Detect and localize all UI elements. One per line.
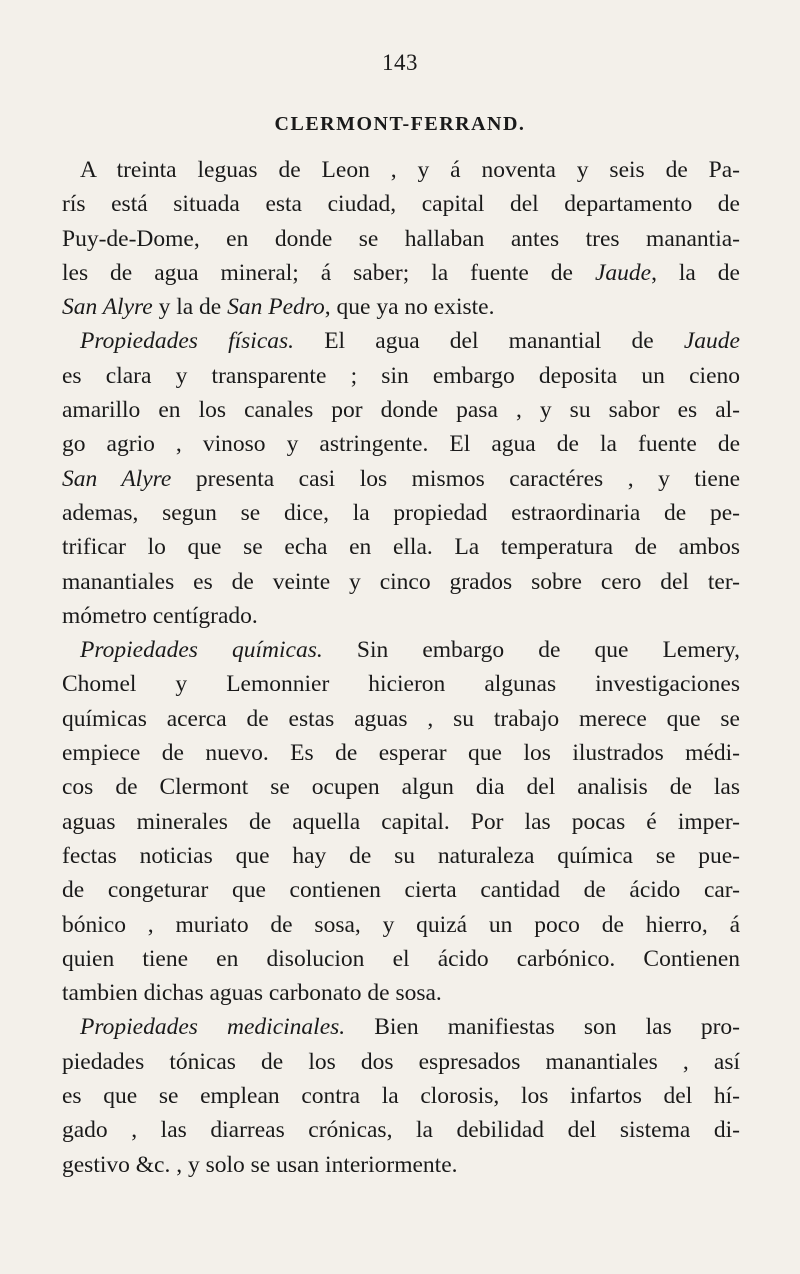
text-line xyxy=(62,976,740,1010)
text-run: Sin embargo de que Lemery, xyxy=(322,637,740,664)
text-line xyxy=(62,1079,740,1113)
text-line xyxy=(62,908,740,942)
body-text xyxy=(62,153,740,1182)
text-run: bónico , muriato de sosa, y quizá un poco de hierro, á xyxy=(62,911,740,938)
text-line xyxy=(62,1148,740,1182)
text-line xyxy=(62,1010,740,1044)
text-line xyxy=(62,839,740,873)
paragraph xyxy=(62,633,740,1010)
text-line xyxy=(62,222,740,256)
text-run: go agrio , vinoso y astringente. El agua de la fuente de xyxy=(62,431,740,458)
text-line xyxy=(62,187,740,221)
text-run: es clara y transparente ; sin embargo deposita un cieno xyxy=(62,362,740,389)
text-run: quien tiene en disolucion el ácido carbónico. Contienen xyxy=(62,945,740,972)
text-run: ademas, segun se dice, la propiedad estraordinaria de pe- xyxy=(62,499,740,526)
text-run: químicas acerca de estas aguas , su trabajo merece que se xyxy=(62,705,740,732)
text-line xyxy=(62,427,740,461)
text-run: de congeturar que contienen cierta cantidad de ácido car- xyxy=(62,877,740,904)
text-line xyxy=(62,667,740,701)
text-run: gado , las diarreas crónicas, la debilidad del sistema di- xyxy=(62,1117,740,1144)
text-run: Bien manifiestas son las pro- xyxy=(345,1014,740,1041)
text-line xyxy=(62,736,740,770)
text-run: les de agua mineral; á saber; la fuente de xyxy=(62,259,595,286)
italic-text-run: San Alyre xyxy=(62,294,153,321)
text-line xyxy=(62,530,740,564)
paragraph xyxy=(62,324,740,633)
text-line xyxy=(62,1113,740,1147)
text-line xyxy=(62,496,740,530)
text-run: gestivo &c. , y solo se usan interiormente. xyxy=(62,1151,458,1178)
text-line xyxy=(62,153,740,187)
text-run: El agua del manantial de xyxy=(294,328,684,355)
text-run: cos de Clermont se ocupen algun dia del analisis de las xyxy=(62,774,740,801)
text-line xyxy=(62,359,740,393)
text-run: y la de xyxy=(152,294,228,321)
italic-text-run: Propiedades medicinales. xyxy=(80,1014,346,1041)
paragraph xyxy=(62,153,740,324)
text-line xyxy=(62,599,740,633)
text-line xyxy=(62,256,740,290)
text-run: aguas minerales de aquella capital. Por las pocas é imper- xyxy=(62,808,740,835)
text-run: trificar lo que se echa en ella. La temperatura de ambos xyxy=(62,534,740,561)
italic-text-run: Jaude xyxy=(594,259,652,286)
text-line xyxy=(62,565,740,599)
italic-text-run: Propiedades químicas. xyxy=(80,637,323,664)
text-run: presenta casi los mismos caractéres , y tiene xyxy=(171,465,740,492)
text-run: es que se emplean contra la clorosis, los infartos del hí- xyxy=(62,1083,740,1110)
text-run: piedades tónicas de los dos espresados manantiales , así xyxy=(62,1048,740,1075)
text-line xyxy=(62,770,740,804)
text-line xyxy=(62,462,740,496)
italic-text-run: San Pedro xyxy=(227,294,325,321)
text-run: mómetro centígrado. xyxy=(62,602,258,629)
text-run: amarillo en los canales por donde pasa , y su sabor es al- xyxy=(62,397,740,424)
text-line xyxy=(62,290,740,324)
text-run: Chomel y Lemonnier hicieron algunas investigaciones xyxy=(62,671,740,698)
text-run: A treinta leguas de Leon , y á noventa y seis de Pa- xyxy=(80,157,740,183)
italic-text-run: San Alyre xyxy=(62,465,172,492)
text-line xyxy=(62,805,740,839)
text-run: , que ya no existe. xyxy=(324,294,495,321)
page-number: 143 xyxy=(382,50,418,75)
text-line xyxy=(62,633,740,667)
text-line xyxy=(62,942,740,976)
text-line xyxy=(62,393,740,427)
text-run: manantiales es de veinte y cinco grados sobre cero del ter- xyxy=(62,568,740,595)
text-line xyxy=(62,873,740,907)
text-run: tambien dichas aguas carbonato de sosa. xyxy=(62,980,442,1007)
text-run: Puy-de-Dome, en donde se hallaban antes tres manantia- xyxy=(62,225,740,252)
text-run: fectas noticias que hay de su naturaleza química se pue- xyxy=(62,842,740,869)
text-run: empiece de nuevo. Es de esperar que los ilustrados médi- xyxy=(62,740,740,767)
text-line xyxy=(62,1045,740,1079)
text-line xyxy=(62,702,740,736)
text-run: rís está situada esta ciudad, capital del departamento de xyxy=(62,191,740,218)
page-heading: CLERMONT-FERRAND. xyxy=(274,113,526,135)
italic-text-run: Propiedades físicas. xyxy=(80,328,295,355)
italic-text-run: Jaude xyxy=(683,328,740,355)
text-run: , la de xyxy=(651,259,740,286)
text-line xyxy=(62,324,740,358)
paragraph xyxy=(62,1010,740,1181)
